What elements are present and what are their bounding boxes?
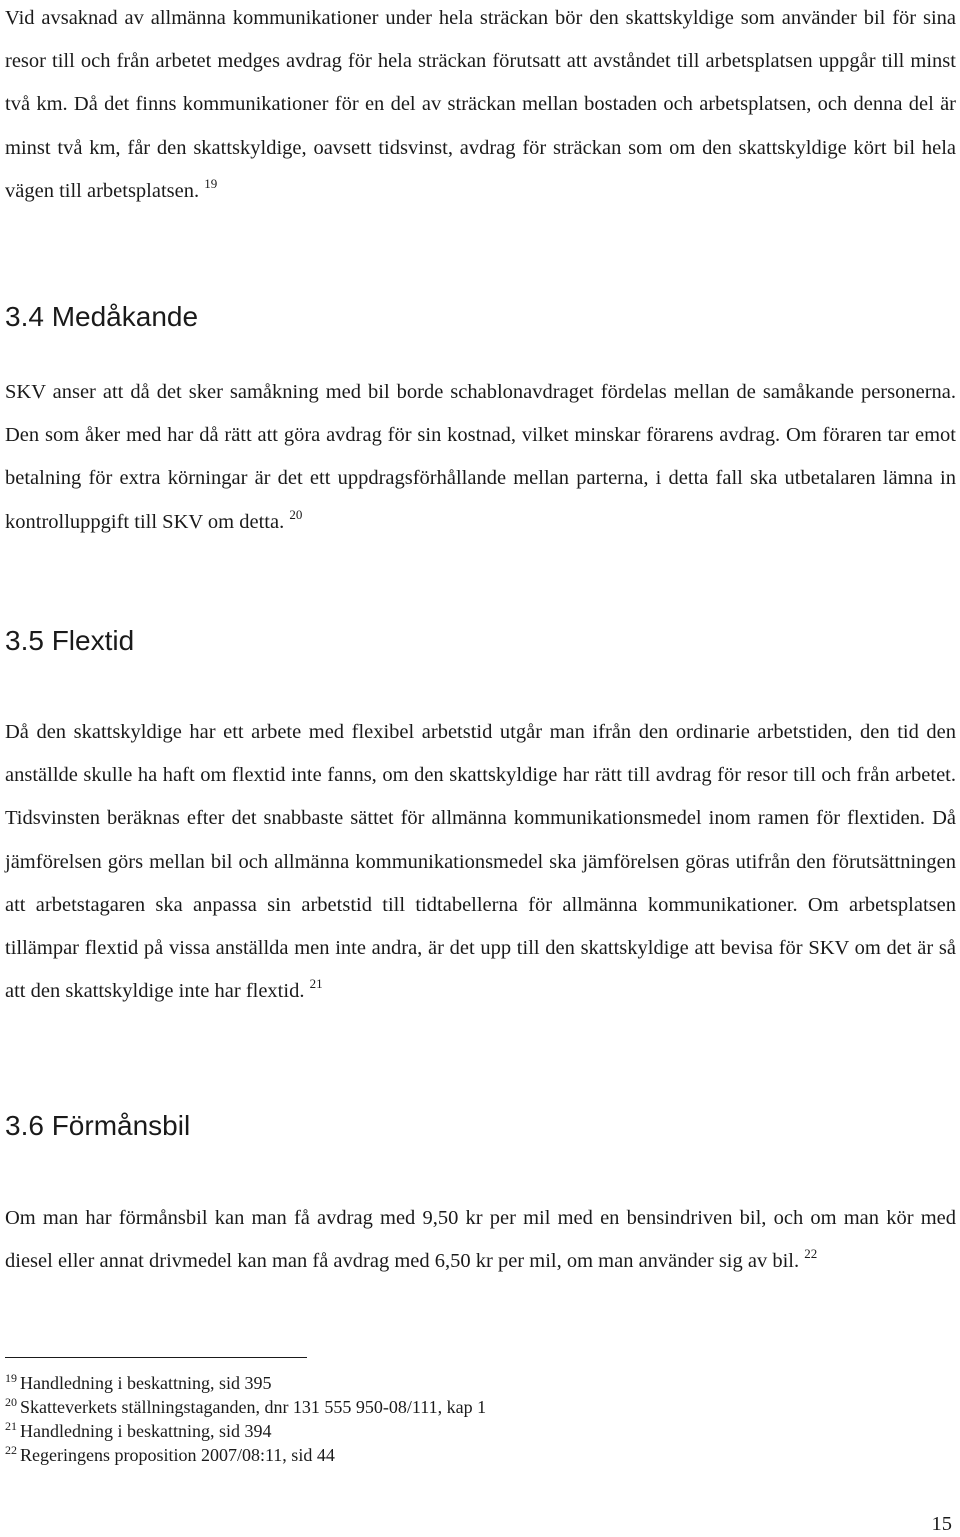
paragraph-text: Då den skattskyldige har ett arbete med flexibel arbetstid utgår man ifrån den ordinarie arbetstiden, den tid den anställde skulle ha haft om flextid inte fanns, om den skattskyldige har rätt till avdrag för resor till och från arbetet. Tidsvinsten beräknas efter det snabbaste sättet för allmänna kommunikationsmedel inom ramen för flextiden. Då jämförelsen görs mellan bil och allmänna kommunikationsmedel ska jämförelsen göras utifrån den förutsättningen att arbetstagaren ska anpassa sin arbetstid till tidtabellerna för allmänna kommunikationer. Om arbetsplatsen tillämpar flextid på vissa anställda men inte andra, är det upp till den skattskyldige att bevisa för SKV om det är så att den skattskyldige inte har flextid.	[5, 721, 956, 1003]
section-heading-3-5: 3.5 Flextid	[5, 625, 135, 656]
footnote-21	[5, 1419, 486, 1443]
footnote-number: 21	[5, 1419, 17, 1433]
section-heading-3-4: 3.4 Medåkande	[5, 301, 199, 332]
paragraph-company-car	[5, 1197, 956, 1283]
footnote-number: 22	[5, 1443, 17, 1457]
paragraph-text: Vid avsaknad av allmänna kommunikationer under hela sträckan bör den skattskyldige som använder bil för sina resor till och från arbetet medges avdrag för hela sträckan förutsatt att avståndet till arbetsplatsen uppgår till minst två km. Då det finns kommunikationer för en del av sträckan mellan bostaden och arbetsplatsen, och denna del är minst två km, får den skattskyldige, oavsett tidsvinst, avdrag för sträckan som om den skattskyldige kört bil hela vägen till arbetsplatsen.	[5, 7, 956, 202]
footnote-text: Handledning i beskattning, sid 395	[20, 1373, 272, 1393]
section-heading-3-6: 3.6 Förmånsbil	[5, 1110, 191, 1141]
footnote-20	[5, 1395, 486, 1419]
paragraph-flextime	[5, 711, 956, 1013]
footnote-text: Handledning i beskattning, sid 394	[20, 1421, 272, 1441]
footnote-reference: 21	[309, 976, 323, 992]
footnote-number: 20	[5, 1395, 17, 1409]
footnote-22	[5, 1443, 486, 1467]
footnote-text: Regeringens proposition 2007/08:11, sid 44	[20, 1445, 335, 1465]
footnotes	[5, 1371, 486, 1467]
footnote-text: Skatteverkets ställningstaganden, dnr 131 555 950-08/111, kap 1	[20, 1397, 487, 1417]
footnote-reference: 20	[289, 506, 303, 522]
paragraph-text: Om man har förmånsbil kan man få avdrag med 9,50 kr per mil med en bensindriven bil, och om man kör med diesel eller annat drivmedel kan man få avdrag med 6,50 kr per mil, om man använder sig av bil.	[5, 1207, 956, 1273]
footnote-number: 19	[5, 1371, 17, 1385]
paragraph-commute-without-public-transport	[5, 0, 956, 213]
footnote-reference: 19	[204, 175, 218, 191]
paragraph-text: SKV anser att då det sker samåkning med bil borde schablonavdraget fördelas mellan de samåkande personerna. Den som åker med har då rätt att göra avdrag för sin kostnad, vilket minskar förarens avdrag. Om föraren tar emot betalning för extra körningar är det ett uppdragsförhållande mellan parterna, i detta fall ska utbetalaren lämna in kontrolluppgift till SKV om detta.	[5, 381, 956, 533]
footnote-separator	[5, 1357, 307, 1358]
page-number: 15	[931, 1513, 952, 1535]
footnote-reference: 22	[804, 1246, 818, 1262]
paragraph-carpooling	[5, 371, 956, 544]
footnote-19	[5, 1371, 486, 1395]
